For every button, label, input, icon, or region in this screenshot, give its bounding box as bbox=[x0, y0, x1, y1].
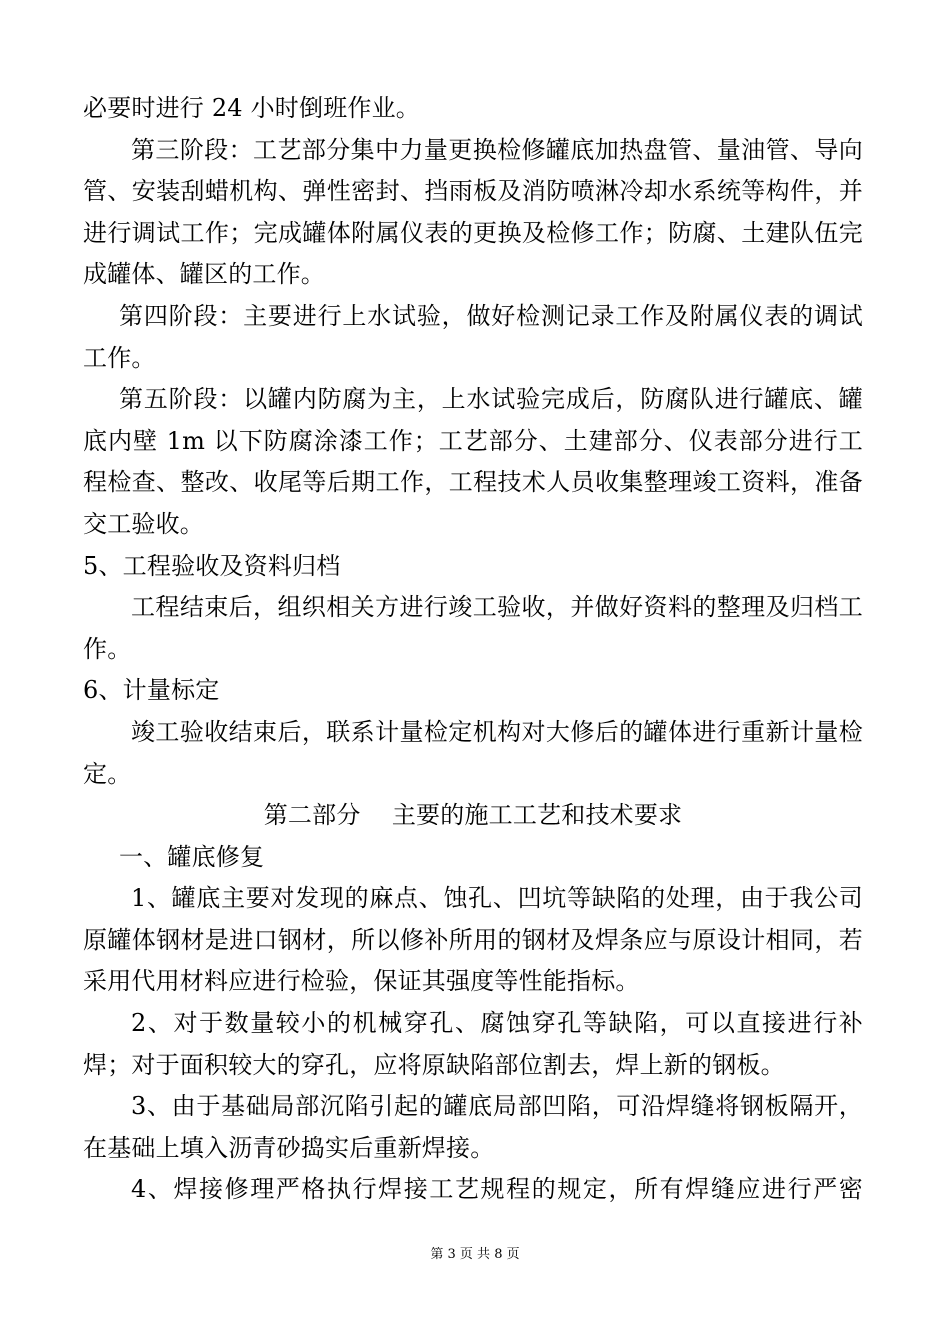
paragraph-phase-five: 第五阶段：以罐内防腐为主，上水试验完成后，防腐队进行罐底、罐底内壁 1m 以下防腐涂漆工作；工艺部分、土建部分、仪表部分进行工程检查、整改、收尾等后期工作，工程技术人员收集整理竣工资料，准备交工验收。 bbox=[83, 385, 863, 538]
section-heading-acceptance: 5、工程验收及资料归档 bbox=[83, 551, 341, 580]
paragraph-phase-four: 第四阶段：主要进行上水试验，做好检测记录工作及附属仪表的调试工作。 bbox=[83, 301, 863, 372]
paragraph-item-3: 3、由于基础局部沉陷引起的罐底局部凹陷，可沿焊缝将钢板隔开，在基础上填入沥青砂捣实后重新焊接。 bbox=[83, 1092, 863, 1162]
paragraph-calibration: 竣工验收结束后，联系计量检定机构对大修后的罐体进行重新计量检定。 bbox=[83, 717, 863, 788]
section-heading-tank-bottom: 一、罐底修复 bbox=[119, 842, 265, 871]
part-two-title: 第二部分 主要的施工工艺和技术要求 bbox=[263, 801, 683, 830]
paragraph-acceptance: 工程结束后，组织相关方进行竣工验收，并做好资料的整理及归档工作。 bbox=[83, 593, 863, 663]
page-footer bbox=[0, 1246, 950, 1264]
paragraph-item-1: 1、罐底主要对发现的麻点、蚀孔、凹坑等缺陷的处理，由于我公司原罐体钢材是进口钢材，所以修补所用的钢材及焊条应与原设计相同，若采用代用材料应进行检验，保证其强度等性能指标。 bbox=[83, 884, 863, 996]
section-heading-calibration: 6、计量标定 bbox=[83, 676, 220, 705]
paragraph-phase-three: 第三阶段：工艺部分集中力量更换检修罐底加热盘管、量油管、导向管、安装刮蜡机构、弹性密封、挡雨板及消防喷淋冷却水系统等构件，并进行调试工作；完成罐体附属仪表的更换及检修工作；防腐、土建队伍完成罐体、罐区的工作。 bbox=[83, 135, 863, 289]
paragraph-item-2: 2、对于数量较小的机械穿孔、腐蚀穿孔等缺陷，可以直接进行补焊；对于面积较大的穿孔，应将原缺陷部位割去，焊上新的钢板。 bbox=[83, 1009, 863, 1079]
paragraph-continuation: 必要时进行 24 小时倒班作业。 bbox=[83, 94, 420, 122]
page-number-label: 第 3 页 共 8 页 bbox=[430, 1247, 520, 1262]
paragraph-item-4: 4、焊接修理严格执行焊接工艺规程的规定，所有焊缝应进行严密 bbox=[131, 1175, 863, 1204]
document-body bbox=[83, 88, 863, 1211]
